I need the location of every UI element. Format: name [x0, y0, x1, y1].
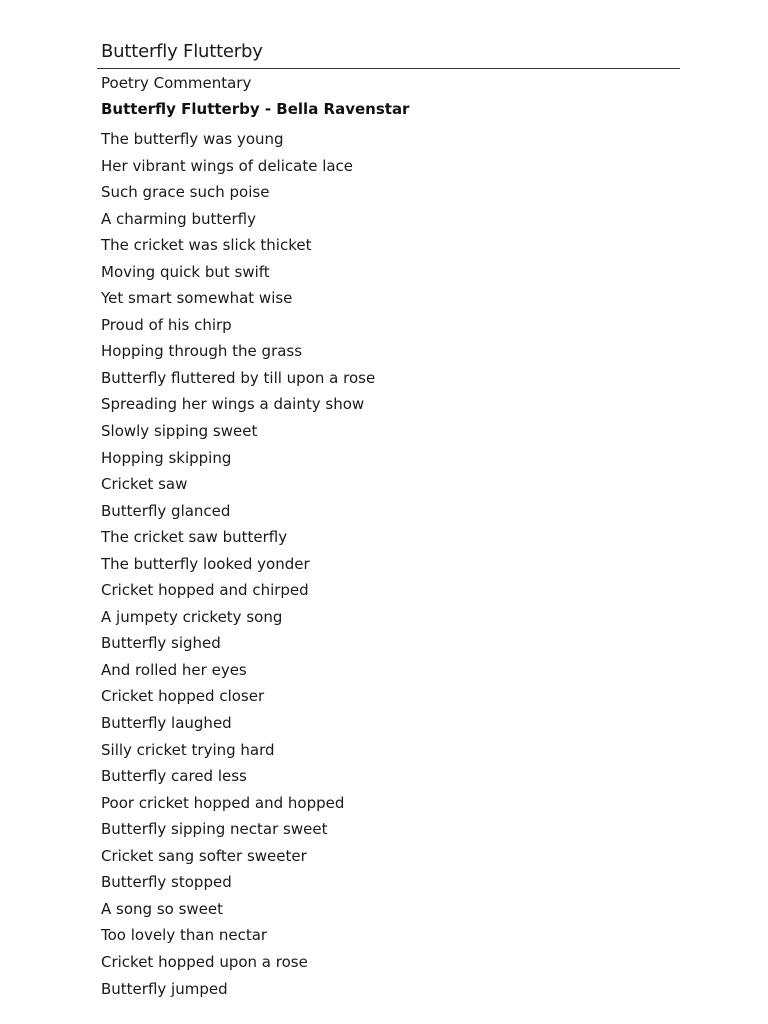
poem-line: The butterfly looked yonder [101, 554, 310, 573]
poem-line: Too lovely than nectar [101, 926, 268, 945]
poem-line: A song so sweet [101, 899, 223, 918]
poem-line: Such grace such poise [101, 183, 270, 202]
poem-line: Moving quick but swift [101, 262, 270, 281]
poem-line: Butterfly sipping nectar sweet [101, 820, 328, 839]
poem-line: Spreading her wings a dainty show [101, 395, 365, 414]
poem-line: Slowly sipping sweet [101, 422, 258, 441]
poem-line: Proud of his chirp [101, 315, 232, 334]
document-subtitle: Poetry Commentary [101, 74, 252, 92]
title-divider [97, 68, 680, 69]
poem-line: A charming butterfly [101, 209, 256, 228]
poem-lines [101, 126, 375, 1002]
poem-line: Butterfly stopped [101, 873, 232, 892]
poem-line: Cricket saw [101, 475, 188, 494]
poem-line: Butterfly sighed [101, 634, 221, 653]
poem-line: The cricket saw butterfly [101, 528, 288, 547]
poem-line: Her vibrant wings of delicate lace [101, 156, 354, 175]
poem-line: Poor cricket hopped and hopped [101, 793, 345, 812]
poem-line: Butterfly cared less [101, 767, 247, 786]
poem-line: Cricket hopped closer [101, 687, 265, 706]
poem-line: Yet smart somewhat wise [101, 289, 293, 308]
poem-line: Hopping skipping [101, 448, 232, 467]
poem-line: A jumpety crickety song [101, 607, 283, 626]
poem-line: Butterfly jumped [101, 979, 228, 998]
poem-line: Silly cricket trying hard [101, 740, 275, 759]
poem-line: Butterfly laughed [101, 714, 232, 733]
poem-line: Butterfly fluttered by till upon a rose [101, 368, 376, 387]
poem-line: Cricket hopped and chirped [101, 581, 309, 600]
poem-line: Hopping through the grass [101, 342, 303, 361]
poem-heading: Butterfly Flutterby - Bella Ravenstar [101, 100, 410, 118]
poem-line: And rolled her eyes [101, 660, 247, 679]
poem-line: Cricket hopped upon a rose [101, 952, 308, 971]
poem-line: Butterfly glanced [101, 501, 231, 520]
document-title: Butterfly Flutterby [101, 41, 263, 62]
poem-line: Cricket sang softer sweeter [101, 846, 307, 865]
poem-line: The butterfly was young [101, 130, 284, 148]
poem-line: The cricket was slick thicket [101, 236, 312, 255]
